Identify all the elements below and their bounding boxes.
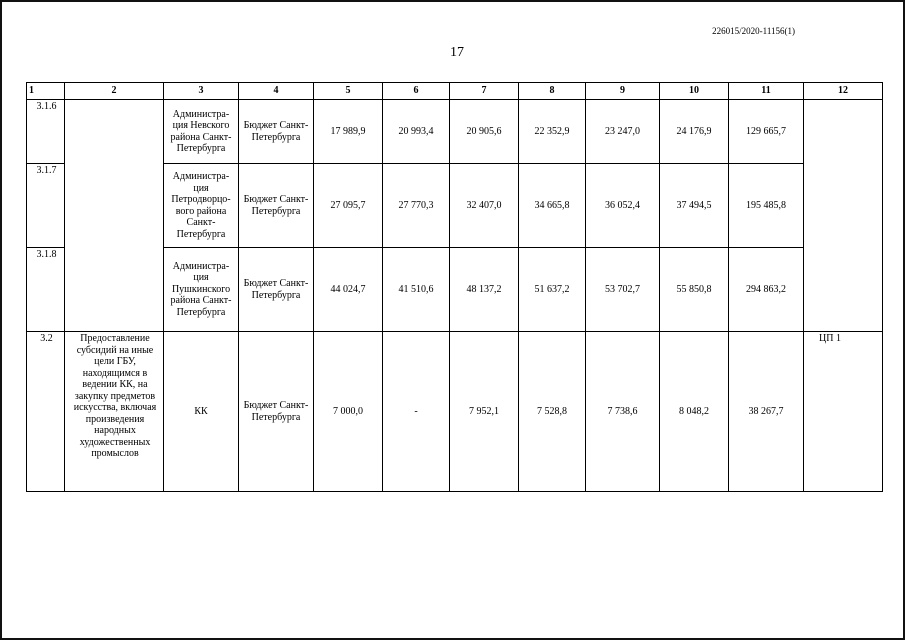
data-table bbox=[26, 82, 883, 492]
header-cell: 2 bbox=[65, 83, 164, 100]
row-description: Предоставление субсидий на иные цели ГБУ, находящимся в ведении КК, на закупку предметов искусства, включая произведения народных художественных промыслов bbox=[65, 332, 164, 492]
row-description bbox=[65, 164, 164, 248]
row-value-7: 7 952,1 bbox=[450, 332, 519, 492]
row-budget: Бюджет Санкт-Петербурга bbox=[239, 164, 314, 248]
row-value-7: 48 137,2 bbox=[450, 248, 519, 332]
row-value-7: 32 407,0 bbox=[450, 164, 519, 248]
header-cell: 11 bbox=[729, 83, 804, 100]
row-value-10: 24 176,9 bbox=[660, 100, 729, 164]
table-row bbox=[27, 164, 883, 248]
table-header-row bbox=[27, 83, 883, 100]
row-value-8: 22 352,9 bbox=[519, 100, 586, 164]
row-value-7: 20 905,6 bbox=[450, 100, 519, 164]
row-value-10: 55 850,8 bbox=[660, 248, 729, 332]
row-value-9: 36 052,4 bbox=[586, 164, 660, 248]
header-cell: 8 bbox=[519, 83, 586, 100]
row-budget: Бюджет Санкт-Петербурга bbox=[239, 332, 314, 492]
row-value-11: 38 267,7 bbox=[729, 332, 804, 492]
row-value-9: 7 738,6 bbox=[586, 332, 660, 492]
row-value-6: - bbox=[383, 332, 450, 492]
row-organization: Администра-ция Пушкинского района Санкт-Петербурга bbox=[164, 248, 239, 332]
row-budget: Бюджет Санкт-Петербурга bbox=[239, 248, 314, 332]
row-value-5: 27 095,7 bbox=[314, 164, 383, 248]
header-cell: 5 bbox=[314, 83, 383, 100]
header-cell: 3 bbox=[164, 83, 239, 100]
row-value-8: 51 637,2 bbox=[519, 248, 586, 332]
page-number: 17 bbox=[450, 45, 464, 60]
row-value-12 bbox=[804, 100, 883, 164]
row-value-9: 53 702,7 bbox=[586, 248, 660, 332]
row-organization: Администра-ция Невского района Санкт-Петербурга bbox=[164, 100, 239, 164]
header-cell: 6 bbox=[383, 83, 450, 100]
row-value-6: 41 510,6 bbox=[383, 248, 450, 332]
row-value-8: 34 665,8 bbox=[519, 164, 586, 248]
header-cell: 1 bbox=[27, 83, 65, 100]
document-number: 226015/2020-11156(1) bbox=[712, 26, 795, 36]
row-number: 3.1.6 bbox=[27, 100, 65, 164]
row-number: 3.1.7 bbox=[27, 164, 65, 248]
header-cell: 4 bbox=[239, 83, 314, 100]
row-description bbox=[65, 100, 164, 164]
row-organization: Администра-ция Петродворцо-вого района Санкт-Петербурга bbox=[164, 164, 239, 248]
row-value-9: 23 247,0 bbox=[586, 100, 660, 164]
row-value-11: 294 863,2 bbox=[729, 248, 804, 332]
row-value-12: ЦП 1 bbox=[804, 332, 883, 492]
row-number: 3.1.8 bbox=[27, 248, 65, 332]
header-cell: 7 bbox=[450, 83, 519, 100]
table-row bbox=[27, 248, 883, 332]
row-value-11: 129 665,7 bbox=[729, 100, 804, 164]
row-value-5: 7 000,0 bbox=[314, 332, 383, 492]
row-value-11: 195 485,8 bbox=[729, 164, 804, 248]
row-budget: Бюджет Санкт-Петербурга bbox=[239, 100, 314, 164]
row-value-12 bbox=[804, 248, 883, 332]
row-description bbox=[65, 248, 164, 332]
header-cell: 9 bbox=[586, 83, 660, 100]
row-value-5: 44 024,7 bbox=[314, 248, 383, 332]
row-organization: КК bbox=[164, 332, 239, 492]
row-value-12 bbox=[804, 164, 883, 248]
row-value-10: 8 048,2 bbox=[660, 332, 729, 492]
header-cell: 10 bbox=[660, 83, 729, 100]
row-value-5: 17 989,9 bbox=[314, 100, 383, 164]
row-value-6: 20 993,4 bbox=[383, 100, 450, 164]
row-value-6: 27 770,3 bbox=[383, 164, 450, 248]
table-row bbox=[27, 332, 883, 492]
table-row bbox=[27, 100, 883, 164]
row-number: 3.2 bbox=[27, 332, 65, 492]
row-value-10: 37 494,5 bbox=[660, 164, 729, 248]
row-value-8: 7 528,8 bbox=[519, 332, 586, 492]
header-cell: 12 bbox=[804, 83, 883, 100]
